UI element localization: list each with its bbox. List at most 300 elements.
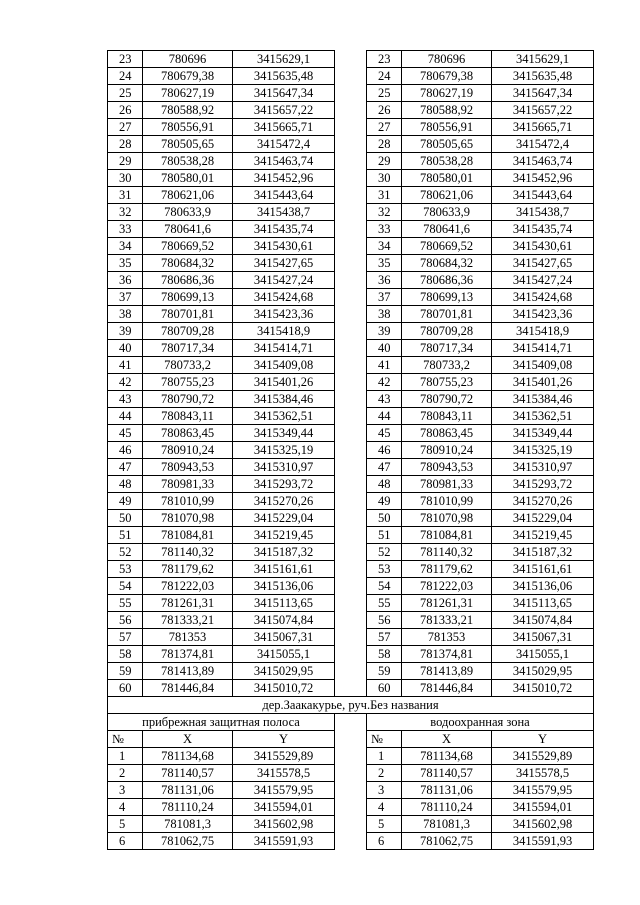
column-gap [335,645,366,662]
right-half [366,254,594,271]
x-coordinate-cell: 780696 [142,50,232,67]
y-coordinate-cell: 3415430,61 [491,237,594,254]
point-number-cell: 4 [107,798,142,815]
x-coordinate-cell: 780863,45 [401,424,491,441]
table-row [107,254,594,271]
point-number-cell: 43 [107,390,142,407]
left-half [107,254,335,271]
y-coordinate-cell: 3415187,32 [491,543,594,560]
left-half [107,237,335,254]
y-coordinate-cell: 3415187,32 [232,543,335,560]
left-half [107,118,335,135]
point-number-cell: 39 [107,322,142,339]
table-row [107,390,594,407]
point-number-cell: 5 [107,815,142,832]
point-number-cell: 40 [107,339,142,356]
x-coordinate-cell: 780981,33 [142,475,232,492]
section-subheader [107,713,594,730]
right-half [366,526,594,543]
y-coordinate-cell: 3415362,51 [491,407,594,424]
left-half [107,322,335,339]
x-coordinate-cell: 781353 [401,628,491,645]
point-number-cell: 50 [107,509,142,526]
point-number-cell: 25 [107,84,142,101]
x-coordinate-cell: 780733,2 [142,356,232,373]
point-number-cell: 56 [366,611,401,628]
x-coordinate-cell: 780701,81 [142,305,232,322]
y-coordinate-cell: 3415055,1 [491,645,594,662]
left-half [107,458,335,475]
left-half [107,271,335,288]
y-coordinate-cell: 3415409,08 [491,356,594,373]
point-number-cell: 2 [107,764,142,781]
y-coordinate-cell: 3415229,04 [232,509,335,526]
column-gap [335,611,366,628]
x-coordinate-cell: 781413,89 [401,662,491,679]
point-number-cell: 31 [366,186,401,203]
point-number-cell: 48 [107,475,142,492]
y-coordinate-cell: 3415229,04 [491,509,594,526]
y-coordinate-cell: 3415629,1 [232,50,335,67]
column-gap [335,526,366,543]
x-coordinate-cell: 781222,03 [401,577,491,594]
column-gap [335,118,366,135]
y-coordinate-cell: 3415657,22 [232,101,335,118]
right-half [366,169,594,186]
x-coordinate-cell: 780505,65 [401,135,491,152]
right-half [366,628,594,645]
table-row [107,560,594,577]
table-row [107,747,594,764]
y-coordinate-cell: 3415401,26 [232,373,335,390]
right-half [366,101,594,118]
x-coordinate-cell: 781413,89 [142,662,232,679]
x-coordinate-cell: X [142,730,232,747]
point-number-cell: 55 [107,594,142,611]
right-half [366,509,594,526]
x-coordinate-cell: 780641,6 [401,220,491,237]
table-row [107,764,594,781]
right-half [366,237,594,254]
x-coordinate-cell: 781179,62 [401,560,491,577]
table-row [107,186,594,203]
point-number-cell: 43 [366,390,401,407]
point-number-cell: 1 [366,747,401,764]
point-number-cell: 32 [366,203,401,220]
x-coordinate-cell: X [401,730,491,747]
point-number-cell: 49 [366,492,401,509]
right-half [366,560,594,577]
x-coordinate-cell: 781261,31 [401,594,491,611]
point-number-cell: 52 [366,543,401,560]
y-coordinate-cell: 3415067,31 [232,628,335,645]
point-number-cell: 46 [366,441,401,458]
point-number-cell: 29 [366,152,401,169]
x-coordinate-cell: 780717,34 [401,339,491,356]
point-number-cell: 37 [107,288,142,305]
column-gap [335,492,366,509]
point-number-cell: 36 [107,271,142,288]
x-coordinate-cell: 781333,21 [142,611,232,628]
x-coordinate-cell: 781062,75 [142,832,232,850]
point-number-cell: 49 [107,492,142,509]
point-number-cell: 60 [107,679,142,696]
right-half [366,543,594,560]
y-coordinate-cell: 3415430,61 [232,237,335,254]
y-coordinate-cell: 3415591,93 [491,832,594,850]
x-coordinate-cell: 781110,24 [401,798,491,815]
column-gap [335,747,366,764]
table-row [107,594,594,611]
y-coordinate-cell: 3415401,26 [491,373,594,390]
y-coordinate-cell: 3415349,44 [232,424,335,441]
point-number-cell: 27 [107,118,142,135]
x-coordinate-cell: 780580,01 [401,169,491,186]
table-row [107,356,594,373]
right-half [366,67,594,84]
table-row [107,101,594,118]
y-coordinate-cell: Y [491,730,594,747]
left-half [107,594,335,611]
x-coordinate-cell: 781134,68 [142,747,232,764]
point-number-cell: 58 [107,645,142,662]
x-coordinate-cell: 780701,81 [401,305,491,322]
column-gap [335,220,366,237]
point-number-cell: 57 [366,628,401,645]
y-coordinate-cell: 3415435,74 [232,220,335,237]
left-half [107,288,335,305]
column-gap [335,390,366,407]
point-number-cell: 44 [107,407,142,424]
x-coordinate-cell: 780588,92 [142,101,232,118]
point-number-cell: 41 [107,356,142,373]
column-gap [335,271,366,288]
column-gap [335,475,366,492]
x-coordinate-cell: 781179,62 [142,560,232,577]
right-half [366,305,594,322]
right-half [366,832,594,849]
y-coordinate-cell: 3415010,72 [491,679,594,696]
right-half [366,781,594,798]
left-half [107,186,335,203]
table-row [107,288,594,305]
point-number-cell: 35 [366,254,401,271]
x-coordinate-cell: 780686,36 [142,271,232,288]
y-coordinate-cell: 3415635,48 [491,67,594,84]
x-coordinate-cell: 781374,81 [401,645,491,662]
left-half [107,730,335,747]
point-number-cell: 33 [366,220,401,237]
point-number-cell: 23 [366,50,401,67]
point-number-cell: 2 [366,764,401,781]
left-half [107,101,335,118]
point-number-cell: 37 [366,288,401,305]
table-row [107,169,594,186]
table-row [107,67,594,84]
table-row [107,543,594,560]
point-number-cell: 23 [107,50,142,67]
x-coordinate-cell: 781084,81 [142,526,232,543]
point-number-cell: 26 [366,101,401,118]
x-coordinate-cell: 780621,06 [142,186,232,203]
y-coordinate-cell: 3415427,65 [491,254,594,271]
point-number-cell: 47 [366,458,401,475]
coordinates-sheet [107,50,594,849]
right-half [366,611,594,628]
coordinates-table-main [107,50,594,696]
y-coordinate-cell: 3415657,22 [491,101,594,118]
left-half [107,832,335,849]
right-half [366,662,594,679]
y-coordinate-cell: 3415443,64 [491,186,594,203]
table-row [107,203,594,220]
table-row [107,373,594,390]
x-coordinate-cell: 781446,84 [401,679,491,696]
column-gap [335,322,366,339]
right-half [366,747,594,764]
x-coordinate-cell: 780580,01 [142,169,232,186]
x-coordinate-cell: 780627,19 [401,84,491,101]
y-coordinate-cell: 3415635,48 [232,67,335,84]
table-row [107,322,594,339]
x-coordinate-cell: 781070,98 [142,509,232,526]
right-half [366,730,594,747]
x-coordinate-cell: 780790,72 [401,390,491,407]
column-gap [335,339,366,356]
x-coordinate-cell: 780538,28 [401,152,491,169]
left-half [107,220,335,237]
y-coordinate-cell: 3415424,68 [232,288,335,305]
left-half [107,441,335,458]
left-half [107,662,335,679]
x-coordinate-cell: 780621,06 [401,186,491,203]
column-gap [335,781,366,798]
column-gap [335,237,366,254]
column-gap [335,135,366,152]
left-half [107,356,335,373]
column-gap [335,203,366,220]
point-number-cell: 32 [107,203,142,220]
right-half [366,407,594,424]
point-number-cell: 53 [107,560,142,577]
column-gap [335,577,366,594]
point-number-cell: 6 [107,832,142,850]
left-half [107,339,335,356]
y-coordinate-cell: 3415010,72 [232,679,335,696]
y-coordinate-cell: 3415325,19 [491,441,594,458]
left-half [107,390,335,407]
x-coordinate-cell: 780981,33 [401,475,491,492]
x-coordinate-cell: 780679,38 [401,67,491,84]
point-number-cell: 3 [107,781,142,798]
y-coordinate-cell: 3415067,31 [491,628,594,645]
left-half [107,475,335,492]
left-half [107,203,335,220]
right-half [366,203,594,220]
point-number-cell: 3 [366,781,401,798]
y-coordinate-cell: 3415665,71 [491,118,594,135]
right-half [366,798,594,815]
table-row [107,679,594,696]
right-half [366,220,594,237]
column-gap [335,543,366,560]
x-coordinate-cell: 780505,65 [142,135,232,152]
right-subtitle: водоохранная зона [366,713,594,730]
left-subtitle: прибрежная защитная полоса [107,713,335,730]
x-coordinate-cell: 780633,9 [401,203,491,220]
y-coordinate-cell: 3415423,36 [232,305,335,322]
y-coordinate-cell: 3415452,96 [232,169,335,186]
right-half [366,288,594,305]
point-number-cell: 44 [366,407,401,424]
point-number-cell: 48 [366,475,401,492]
x-coordinate-cell: 781134,68 [401,747,491,764]
point-number-cell: 39 [366,322,401,339]
right-half [366,458,594,475]
x-coordinate-cell: 781081,3 [142,815,232,832]
right-half [366,135,594,152]
x-coordinate-cell: 780790,72 [142,390,232,407]
right-half [366,424,594,441]
column-gap [335,441,366,458]
table-row [107,509,594,526]
y-coordinate-cell: 3415270,26 [491,492,594,509]
table-header-row [107,730,594,747]
y-coordinate-cell: 3415647,34 [491,84,594,101]
y-coordinate-cell: 3415136,06 [232,577,335,594]
y-coordinate-cell: 3415384,46 [491,390,594,407]
x-coordinate-cell: 780717,34 [142,339,232,356]
left-half [107,781,335,798]
point-number-cell: 24 [107,67,142,84]
table-row [107,441,594,458]
x-coordinate-cell: 780684,32 [401,254,491,271]
right-half [366,339,594,356]
column-gap [335,407,366,424]
right-half [366,764,594,781]
column-gap [335,254,366,271]
y-coordinate-cell: 3415578,5 [232,764,335,781]
point-number-cell: 52 [107,543,142,560]
column-gap [335,186,366,203]
point-number-cell: № [366,730,401,747]
y-coordinate-cell: 3415427,24 [232,271,335,288]
y-coordinate-cell: 3415472,4 [491,135,594,152]
x-coordinate-cell: 781084,81 [401,526,491,543]
x-coordinate-cell: 780556,91 [142,118,232,135]
x-coordinate-cell: 780709,28 [142,322,232,339]
left-half [107,747,335,764]
table-row [107,662,594,679]
y-coordinate-cell: 3415602,98 [491,815,594,832]
point-number-cell: 41 [366,356,401,373]
y-coordinate-cell: 3415055,1 [232,645,335,662]
left-half [107,798,335,815]
y-coordinate-cell: 3415136,06 [491,577,594,594]
y-coordinate-cell: 3415665,71 [232,118,335,135]
table-row [107,424,594,441]
point-number-cell: 34 [107,237,142,254]
left-half [107,509,335,526]
y-coordinate-cell: 3415591,93 [232,832,335,850]
left-half [107,84,335,101]
x-coordinate-cell: 780641,6 [142,220,232,237]
point-number-cell: № [107,730,142,747]
point-number-cell: 50 [366,509,401,526]
point-number-cell: 29 [107,152,142,169]
right-half [366,118,594,135]
x-coordinate-cell: 781353 [142,628,232,645]
right-half [366,271,594,288]
column-gap [335,458,366,475]
x-coordinate-cell: 781374,81 [142,645,232,662]
point-number-cell: 58 [366,645,401,662]
point-number-cell: 30 [366,169,401,186]
table-row [107,50,594,67]
point-number-cell: 33 [107,220,142,237]
table-row [107,832,594,849]
point-number-cell: 35 [107,254,142,271]
x-coordinate-cell: 781140,57 [142,764,232,781]
y-coordinate-cell: 3415113,65 [491,594,594,611]
point-number-cell: 46 [107,441,142,458]
column-gap [335,764,366,781]
right-half [366,492,594,509]
left-half [107,679,335,696]
column-gap [335,730,366,747]
x-coordinate-cell: 780863,45 [142,424,232,441]
left-half [107,373,335,390]
column-gap [335,628,366,645]
y-coordinate-cell: 3415594,01 [232,798,335,815]
right-half [366,186,594,203]
x-coordinate-cell: 781110,24 [142,798,232,815]
x-coordinate-cell: 780943,53 [142,458,232,475]
y-coordinate-cell: 3415349,44 [491,424,594,441]
table-row [107,220,594,237]
point-number-cell: 31 [107,186,142,203]
x-coordinate-cell: 780755,23 [142,373,232,390]
left-half [107,815,335,832]
right-half [366,356,594,373]
right-half [366,645,594,662]
table-row [107,645,594,662]
x-coordinate-cell: 780538,28 [142,152,232,169]
left-half [107,492,335,509]
point-number-cell: 26 [107,101,142,118]
x-coordinate-cell: 781070,98 [401,509,491,526]
column-gap [335,679,366,696]
x-coordinate-cell: 780709,28 [401,322,491,339]
left-half [107,424,335,441]
x-coordinate-cell: 781446,84 [142,679,232,696]
left-half [107,169,335,186]
column-gap [335,594,366,611]
y-coordinate-cell: 3415427,65 [232,254,335,271]
x-coordinate-cell: 780733,2 [401,356,491,373]
y-coordinate-cell: 3415435,74 [491,220,594,237]
point-number-cell: 34 [366,237,401,254]
x-coordinate-cell: 780686,36 [401,271,491,288]
y-coordinate-cell: 3415029,95 [232,662,335,679]
point-number-cell: 42 [107,373,142,390]
x-coordinate-cell: 780556,91 [401,118,491,135]
y-coordinate-cell: 3415414,71 [491,339,594,356]
table-row [107,577,594,594]
y-coordinate-cell: 3415219,45 [491,526,594,543]
x-coordinate-cell: 781081,3 [401,815,491,832]
y-coordinate-cell: 3415270,26 [232,492,335,509]
